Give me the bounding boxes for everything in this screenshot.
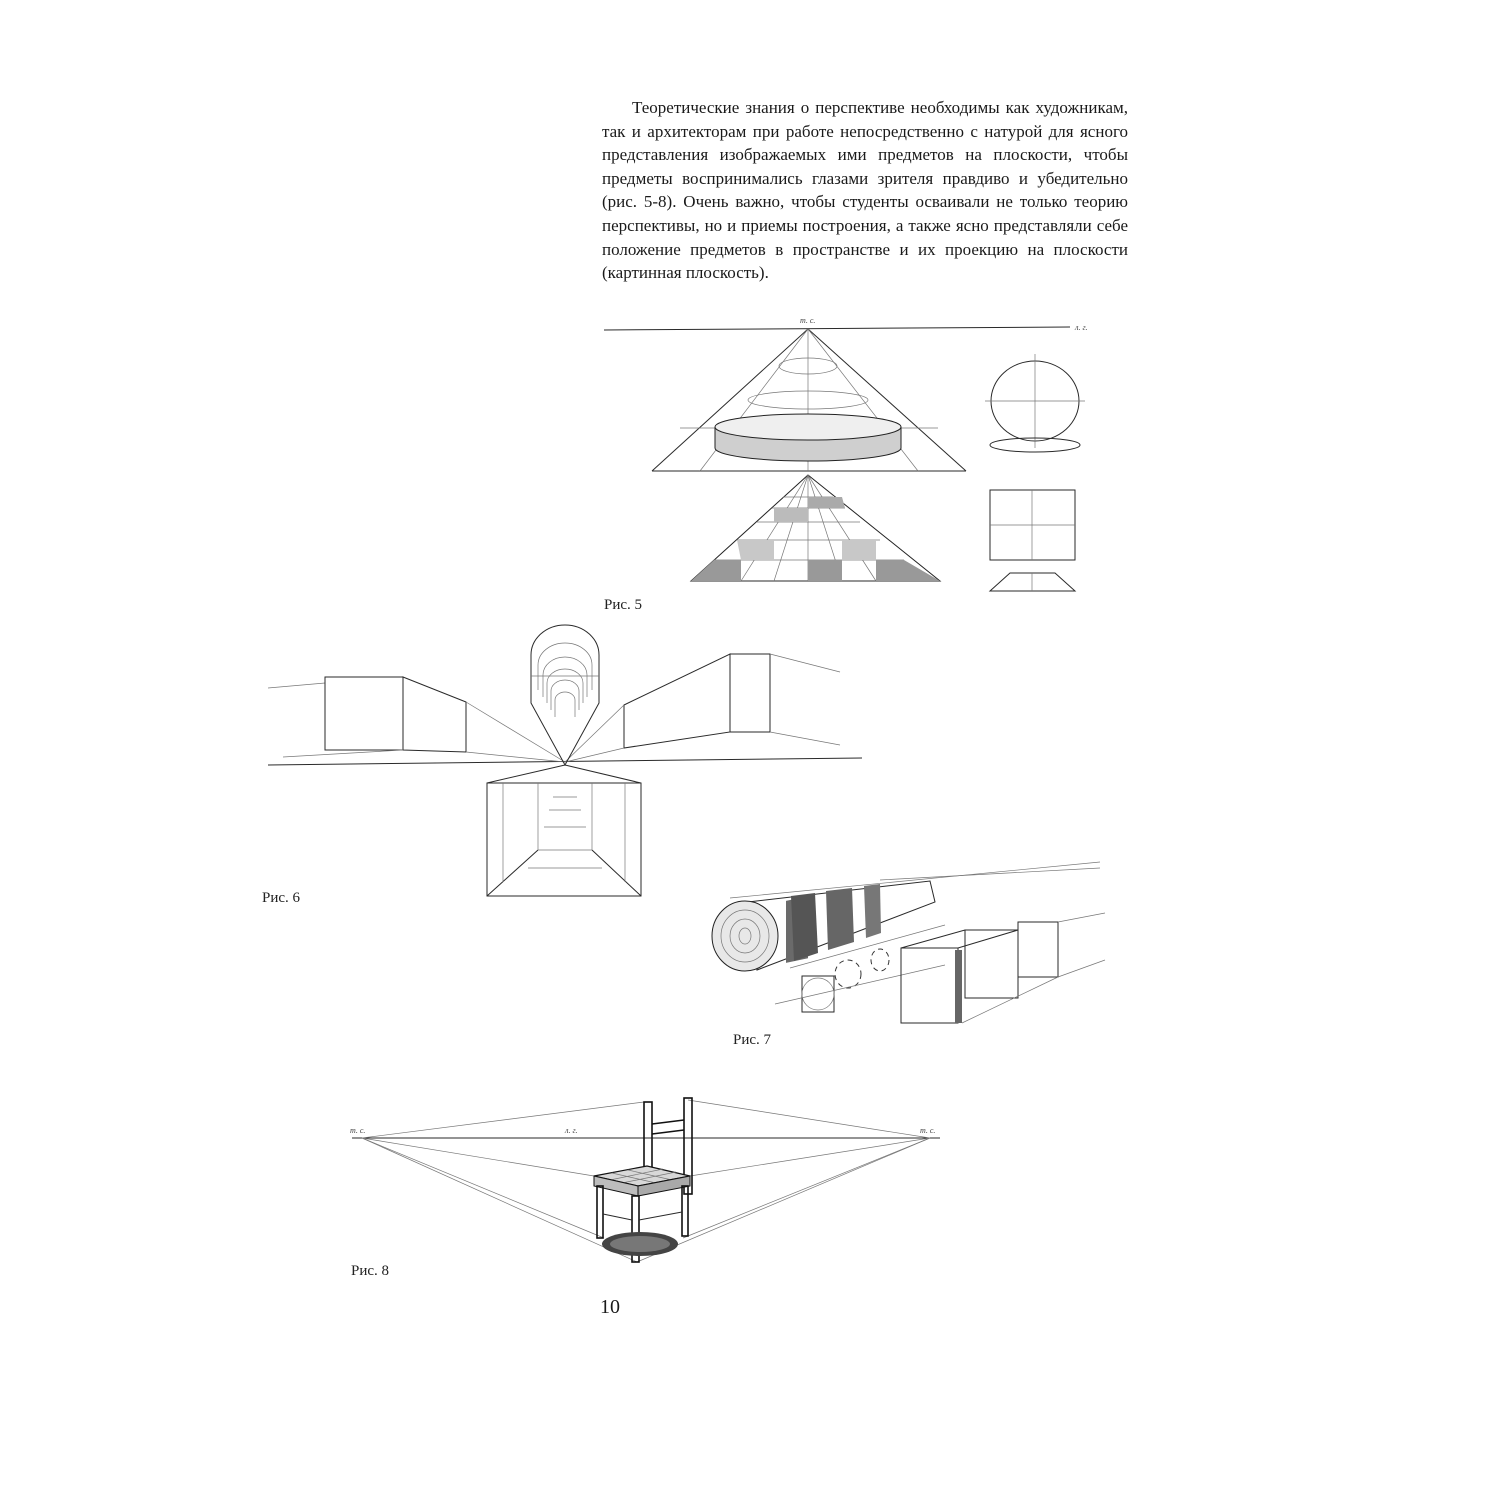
figure-7-caption: Рис. 7 — [733, 1032, 772, 1048]
figure-6-caption: Рис. 6 — [262, 890, 301, 906]
page-number: 10 — [600, 1296, 620, 1318]
fig8-right-label: т. с. — [920, 1126, 936, 1135]
fig8-horizon-label: л. г. — [565, 1126, 578, 1135]
body-paragraph: Теоретические знания о перспективе необходимы как художникам, так и архитекторам при работе непосредственно с натурой для ясного представления изображаемых ими предметов на плоскости, чтобы предметы воспринимались глазами зрителя правдиво и убедительно (рис. 5-8). Очень важно, чтобы студенты осваивали не только теорию перспективы, но и приемы построения, а также ясно представляли себе положение предметов в пространстве и их проекцию на плоскости (картинная плоскость). — [602, 98, 1128, 283]
fig5-center-label: т. с. — [800, 316, 816, 325]
fig5-horizon-label: л. г. — [1075, 323, 1088, 332]
figure-8-caption: Рис. 8 — [351, 1263, 390, 1279]
fig8-left-label: т. с. — [350, 1126, 366, 1135]
figure-5-caption: Рис. 5 — [604, 597, 643, 613]
